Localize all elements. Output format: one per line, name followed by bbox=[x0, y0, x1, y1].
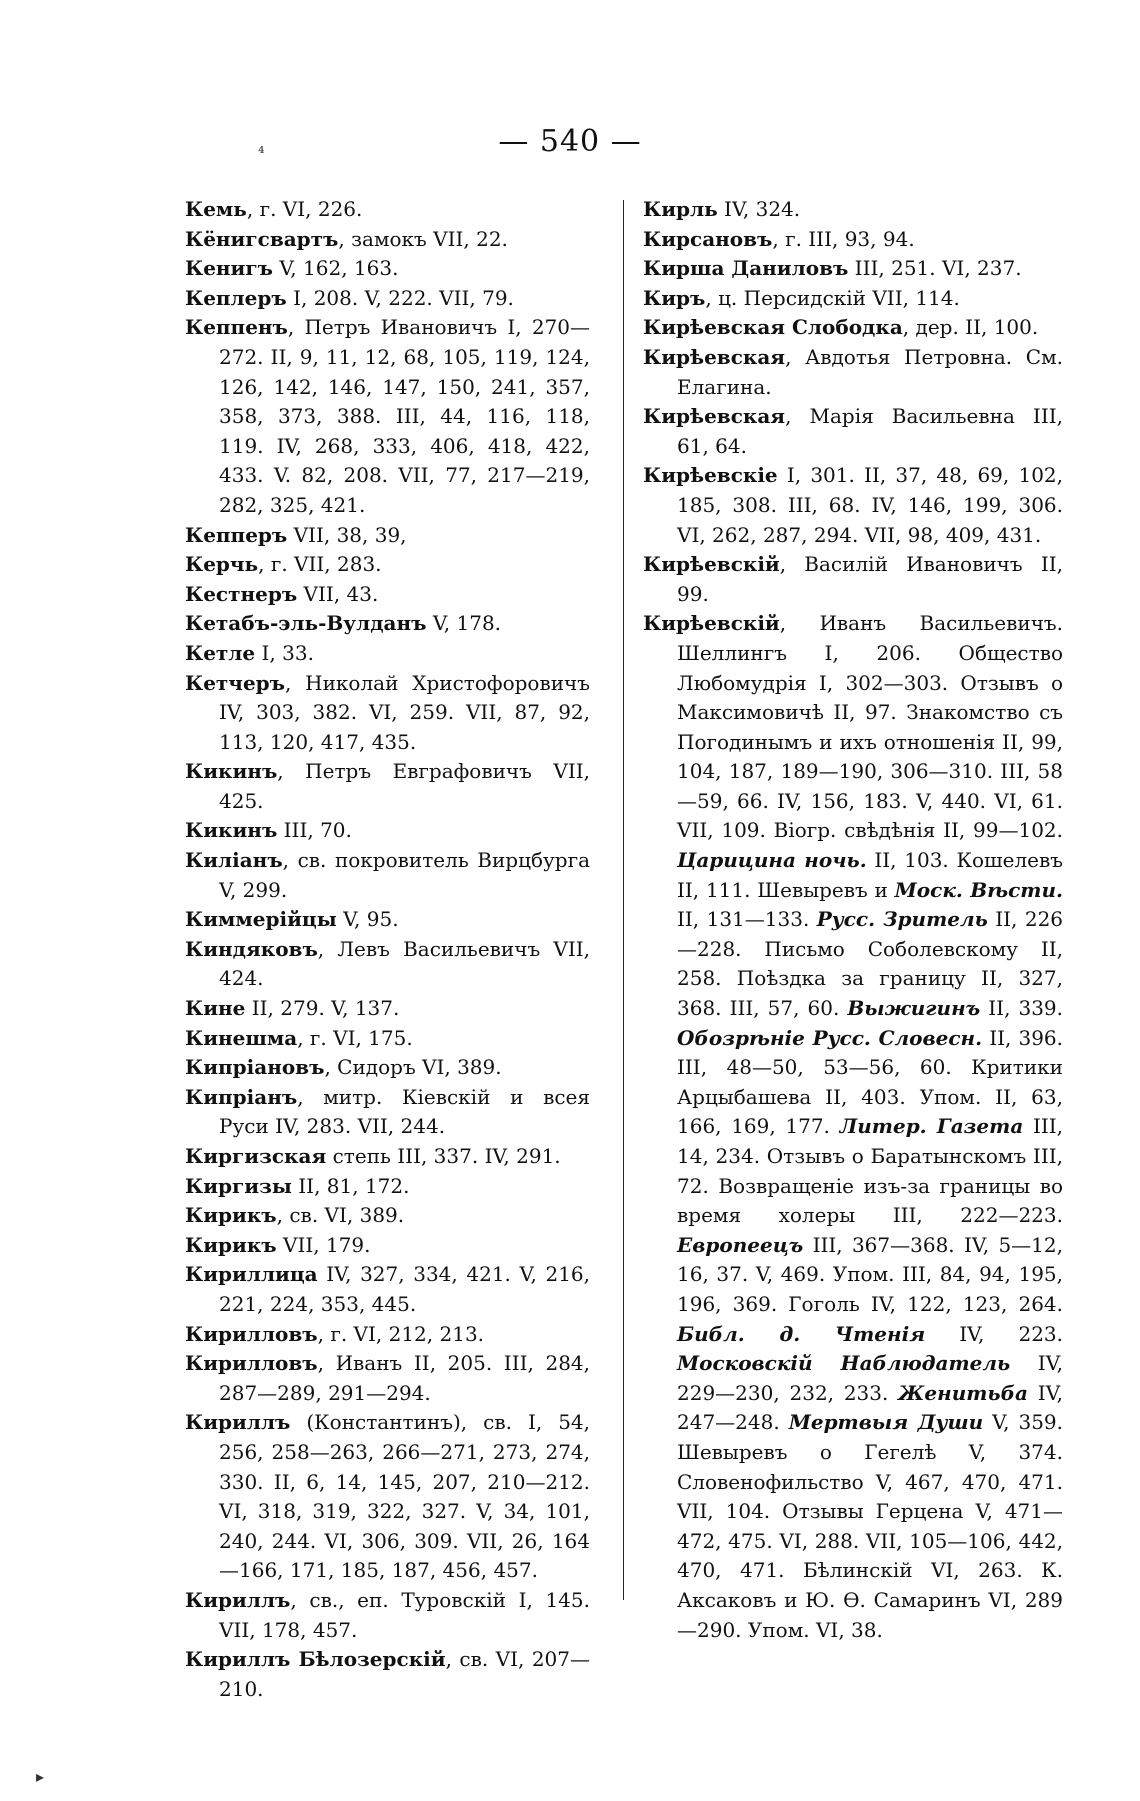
index-entry: Кенигъ V, 162, 163. bbox=[185, 256, 399, 281]
index-entry: Кириллица IV, 327, 334, 421. V, 216, 221, 224, 353, 445. bbox=[185, 1262, 590, 1316]
index-entry: Кирѣевская Слободка, дер. II, 100. bbox=[643, 315, 1039, 340]
index-entry: Кикинъ, Петръ Евграфовичъ VII, 425. bbox=[185, 759, 590, 813]
index-entry: Кеплеръ I, 208. V, 222. VII, 79. bbox=[185, 285, 514, 310]
index-entry: Киръ, ц. Персидскій VII, 114. bbox=[643, 285, 960, 310]
index-entry: Киргизская степь III, 337. IV, 291. bbox=[185, 1144, 561, 1168]
index-entry: Кирикъ, св. VI, 389. bbox=[185, 1203, 405, 1228]
index-entry: Кикинъ III, 70. bbox=[185, 818, 352, 843]
index-entry: Кириллъ Бѣлозерскій, св. VI, 207—210. bbox=[185, 1647, 590, 1701]
index-entry: Кириллъ (Константинъ), св. I, 54, 256, 258—263, 266—271, 273, 274, 330. II, 6, 14, 145, 207, 210—212. VI, 318, 319, 322, 327. V, 34, 101, 240, 244. VI, 306, 309. VII, 26, 164—166, 171, 185, 187, 456, 457. bbox=[185, 1410, 590, 1583]
scan-speck: ⁴ bbox=[258, 143, 265, 162]
index-entry: Кирѣевская, Марія Васильевна III, 61, 64. bbox=[643, 404, 1063, 458]
index-column-left bbox=[185, 195, 590, 1704]
index-entry: Кирѣевская, Авдотья Петровна. См. Елагина. bbox=[643, 344, 1063, 399]
index-entry: Керчь, г. VII, 283. bbox=[185, 552, 382, 577]
index-entry: Кипріановъ, Сидоръ VI, 389. bbox=[185, 1055, 502, 1080]
index-entry: Кириллъ, св., еп. Туровскій I, 145. VII, 178, 457. bbox=[185, 1587, 590, 1642]
index-entry: Кирсановъ, г. III, 93, 94. bbox=[643, 226, 915, 251]
index-entry: Кемь, г. VI, 226. bbox=[185, 197, 363, 221]
index-entry-kireevsky: Кирѣевскій, Иванъ Васильевичъ. Шеллингъ I, 206. Общество Любомудрія I, 302—303. Отзывъ о Максимовичѣ II, 97. Знакомство съ Погодинымъ и ихъ отношенія II, 99, 104, 187, 189—190, 306—310. III, 58—59, 66. IV, 156, 183. V, 440. VI, 61. VII, 109. Віогр. свѣдѣнія II, 99—102. Царицина ночь. II, 103. Кошелевъ II, 111. Шевыревъ и Моск. Вѣсти. II, 131—133. Русс. Зритель II, 226—228. Письмо Соболевскому II, 258. Поѣздка за границу II, 327, 368. III, 57, 60. Выжигинъ II, 339. Обозрѣніе Русс. Словесн. II, 396. III, 48—50, 53—56, 60. Критики Арцыбашева II, 403. Упом. II, 63, 166, 169, 177. Литер. Газета III, 14, 234. Отзывъ о Баратынскомъ III, 72. Возвращеніе изъ-за границы во время холеры III, 222—223. Европеецъ III, 367—368. IV, 5—12, 16, 37. V, 469. Упом. III, 84, 94, 195, 196, 369. Гоголь IV, 122, 123, 264. Библ. д. Чтенія IV, 223. Московскій Наблюдатель IV, 229—230, 232, 233. Женитьба IV, 247—248. Мертвыя Души V, 359. Шевыревъ о Гегелѣ V, 374. Словенофильство V, 467, 470, 471. VII, 104. Отзывы Герцена V, 471—472, 475. VI, 288. VII, 105—106, 442, 470, 471. Бѣлинскій VI, 263. К. Аксаковъ и Ю. Ѳ. Самаринъ VI, 289—290. Упом. VI, 38. bbox=[643, 611, 1064, 1642]
index-entry: Кинешма, г. VI, 175. bbox=[185, 1025, 413, 1050]
index-entry: Кирѣевскій, Василій Ивановичъ II, 99. bbox=[643, 552, 1063, 606]
column-divider bbox=[623, 200, 624, 1600]
index-entry: Киліанъ, св. покровитель Вирцбурга V, 299. bbox=[185, 848, 590, 902]
index-entry: Кирилловъ, г. VI, 212, 213. bbox=[185, 1321, 485, 1346]
index-entry: Кипріанъ, митр. Кіевскій и всея Руси IV, 283. VII, 244. bbox=[185, 1084, 590, 1139]
index-entry: Кирѣевскіе I, 301. II, 37, 48, 69, 102, 185, 308. III, 68. IV, 146, 199, 306. VI, 262, 287, 294. VII, 98, 409, 431. bbox=[643, 463, 1063, 547]
index-entry: Кеппенъ, Петръ Ивановичъ I, 270—272. II, 9, 11, 12, 68, 105, 119, 124, 126, 142, 146, 147, 150, 241, 357, 358, 373, 388. III, 44, 116, 118, 119. IV, 268, 333, 406, 418, 422, 433. V. 82, 208. VII, 77, 217—219, 282, 325, 421. bbox=[185, 315, 590, 517]
index-entry: Кирикъ VII, 179. bbox=[185, 1232, 371, 1257]
index-entry: Кепперъ VII, 38, 39, bbox=[185, 522, 407, 547]
index-entry: Киммерійцы V, 95. bbox=[185, 907, 399, 932]
index-entry: Кёнигсвартъ, замокъ VII, 22. bbox=[185, 226, 508, 251]
index-entry: Кине II, 279. V, 137. bbox=[185, 996, 400, 1021]
index-entry: Киндяковъ, Левъ Васильевичъ VII, 424. bbox=[185, 936, 590, 991]
index-entry: Кетле I, 33. bbox=[185, 640, 314, 665]
index-entry: Кетабъ-эль-Вулданъ V, 178. bbox=[185, 611, 502, 636]
page-number: — 540 — bbox=[498, 124, 642, 159]
index-entry: Киргизы II, 81, 172. bbox=[185, 1173, 410, 1198]
scan-speck: ▸ bbox=[36, 1767, 45, 1786]
index-entry: Кирилловъ, Иванъ II, 205. III, 284, 287—289, 291—294. bbox=[185, 1351, 590, 1405]
index-entry: Кирль IV, 324. bbox=[643, 197, 801, 221]
index-entry: Кестнеръ VII, 43. bbox=[185, 581, 379, 606]
index-entry: Кирша Даниловъ III, 251. VI, 237. bbox=[643, 256, 1022, 281]
index-entry: Кетчеръ, Николай Христофоровичъ IV, 303, 382. VI, 259. VII, 87, 92, 113, 120, 417, 435. bbox=[185, 670, 590, 754]
index-column-right bbox=[643, 195, 1063, 1645]
